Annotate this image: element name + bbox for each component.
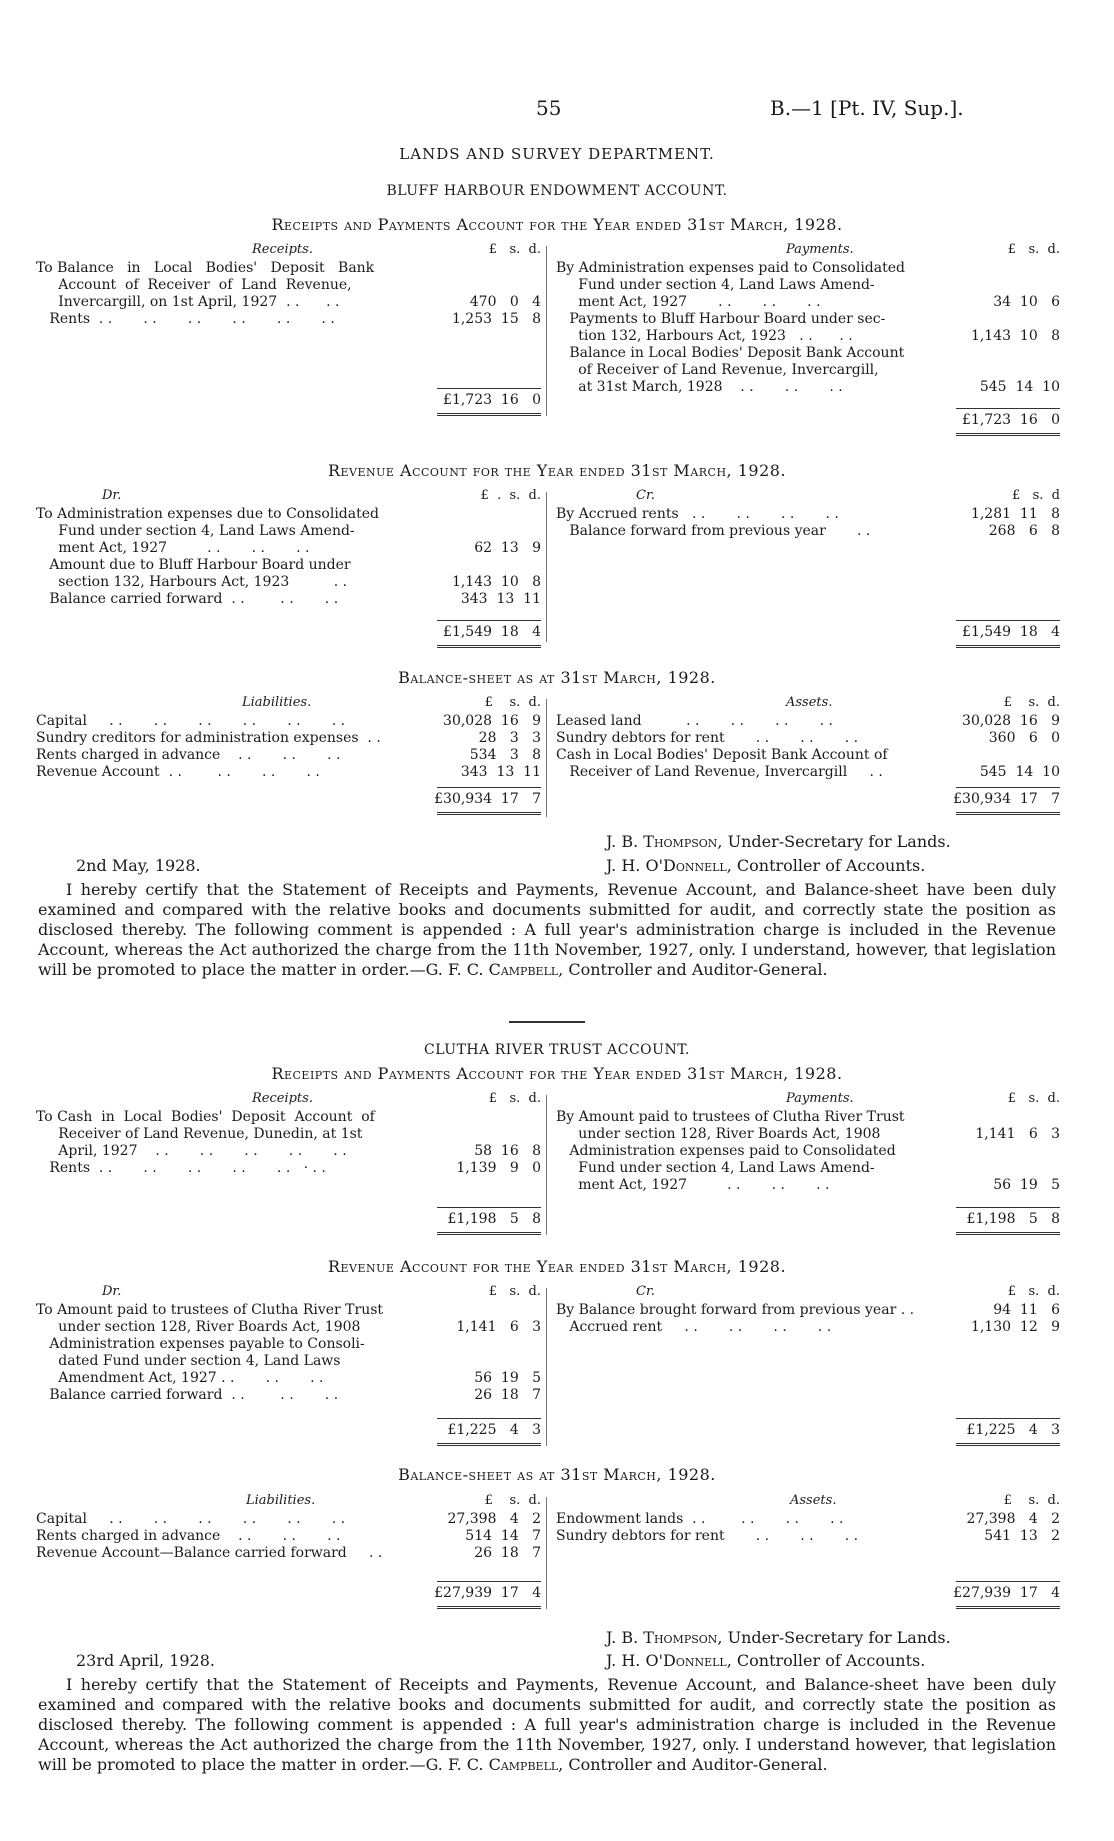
total-line bbox=[956, 620, 1060, 641]
row-description: Administration expenses payable to Consoli- bbox=[36, 1336, 365, 1352]
section-divider bbox=[509, 1021, 585, 1023]
ledger-row bbox=[556, 1511, 1060, 1528]
row-description: ment Act, 1927 . . . . . . bbox=[556, 1177, 830, 1193]
row-description: Balance carried forward . . . . . . bbox=[36, 591, 339, 607]
total-amount: £1,225 4 3 bbox=[966, 1422, 1060, 1438]
column-heading: Liabilities. bbox=[246, 1493, 316, 1508]
row-description: Rents charged in advance . . . . . . bbox=[36, 1528, 341, 1544]
row-description: To Amount paid to trustees of Clutha River Trust bbox=[36, 1302, 384, 1318]
ledger-row bbox=[556, 294, 1060, 311]
row-amount: 27,398 4 2 bbox=[966, 1511, 1060, 1527]
row-description: under section 128, River Boards Act, 1908 bbox=[36, 1319, 361, 1335]
total-line bbox=[953, 1581, 1060, 1602]
signature-under-secretary bbox=[606, 1628, 951, 1647]
total-amount: £1,723 16 0 bbox=[443, 392, 541, 408]
ledger-row bbox=[556, 379, 1060, 396]
column-divider bbox=[546, 1095, 547, 1235]
ledger-row bbox=[36, 1370, 541, 1387]
currency-heading: £ s. d. bbox=[1003, 695, 1060, 710]
row-description: Cash in Local Bodies' Deposit Bank Account of bbox=[556, 747, 888, 763]
bluff-audit-certificate bbox=[38, 880, 1056, 980]
bluff-balance-sheet bbox=[36, 695, 1060, 835]
ledger-row bbox=[556, 345, 1060, 362]
row-description: Balance forward from previous year . . bbox=[556, 523, 871, 539]
ledger-row bbox=[556, 713, 1060, 730]
row-amount: 1,130 12 9 bbox=[970, 1319, 1060, 1335]
bluff-receipts-payments bbox=[36, 242, 1060, 432]
column-heading: Payments. bbox=[786, 1091, 854, 1106]
column-heading: Cr. bbox=[636, 488, 655, 503]
row-amount: 343 13 11 bbox=[460, 764, 541, 780]
row-description: ment Act, 1927 . . . . . . bbox=[36, 540, 310, 556]
total-amount: £30,934 17 7 bbox=[953, 791, 1060, 807]
row-amount: 470 0 4 bbox=[469, 294, 541, 310]
column-heading: Receipts. bbox=[252, 242, 313, 257]
row-description: Sundry creditors for administration expenses . . bbox=[36, 730, 381, 746]
row-amount: 26 18 7 bbox=[474, 1387, 541, 1403]
row-amount: 26 18 7 bbox=[474, 1545, 541, 1561]
ledger-row bbox=[36, 1353, 541, 1370]
total-line bbox=[437, 1207, 541, 1228]
row-description: Receiver of Land Revenue, Invercargill . . bbox=[556, 764, 883, 780]
ledger-row bbox=[556, 1143, 1060, 1160]
row-description: Rents . . . . . . . . . . · . . bbox=[36, 1160, 326, 1176]
row-description: April, 1927 . . . . . . . . . . bbox=[36, 1143, 347, 1159]
row-description: To Cash in Local Bodies' Deposit Account of bbox=[36, 1109, 375, 1125]
total-amount: £1,198 5 8 bbox=[447, 1211, 541, 1227]
row-description: under section 128, River Boards Act, 1908 bbox=[556, 1126, 881, 1142]
total-line bbox=[437, 1418, 541, 1439]
column-divider bbox=[546, 246, 547, 416]
row-description: Leased land . . . . . . . . bbox=[556, 713, 833, 729]
total-amount: £1,723 16 0 bbox=[962, 412, 1060, 428]
row-amount: 1,139 9 0 bbox=[456, 1160, 541, 1176]
ledger-row bbox=[36, 1302, 541, 1319]
row-description: Administration expenses paid to Consolidated bbox=[556, 1143, 896, 1159]
certificate-signer: G. F. C. Campbell, bbox=[425, 1755, 564, 1774]
currency-heading: £ s. d. bbox=[1007, 1091, 1060, 1106]
total-line bbox=[437, 388, 541, 409]
total-line bbox=[434, 787, 541, 808]
ledger-row bbox=[36, 730, 541, 747]
ledger-row bbox=[36, 764, 541, 781]
column-divider bbox=[546, 492, 547, 642]
row-amount: 1,143 10 8 bbox=[451, 574, 541, 590]
row-amount: 360 6 0 bbox=[988, 730, 1060, 746]
ledger-row bbox=[556, 328, 1060, 345]
signature-role: Controller of Accounts. bbox=[731, 1651, 926, 1670]
row-description: Sundry debtors for rent . . . . . . bbox=[556, 730, 859, 746]
column-heading: Assets. bbox=[786, 695, 833, 710]
ledger-row bbox=[36, 1545, 541, 1562]
total-amount: £27,939 17 4 bbox=[953, 1585, 1060, 1601]
row-description: at 31st March, 1928 . . . . . . bbox=[556, 379, 843, 395]
row-description: Fund under section 4, Land Laws Amend- bbox=[556, 277, 875, 293]
row-amount: 56 19 5 bbox=[474, 1370, 541, 1386]
certificate-signer: G. F. C. Campbell, bbox=[425, 960, 564, 979]
ledger-row bbox=[36, 506, 541, 523]
row-description: section 132, Harbours Act, 1923 . . bbox=[36, 574, 348, 590]
ledger-row bbox=[36, 591, 541, 608]
clutha-revenue-account bbox=[36, 1284, 1060, 1454]
row-description: Fund under section 4, Land Laws Amend- bbox=[36, 523, 355, 539]
currency-heading: £ . s. d. bbox=[480, 488, 541, 503]
signature-role: Under-Secretary for Lands. bbox=[722, 1628, 951, 1647]
row-description: To Balance in Local Bodies' Deposit Bank bbox=[36, 260, 375, 276]
row-description: dated Fund under section 4, Land Laws bbox=[36, 1353, 341, 1369]
ledger-row bbox=[36, 1143, 541, 1160]
row-description: Balance carried forward . . . . . . bbox=[36, 1387, 339, 1403]
column-divider bbox=[546, 1497, 547, 1609]
column-heading: Liabilities. bbox=[242, 695, 312, 710]
clutha-rp-heading: Receipts and Payments Account for the Year ended 31st March, 1928. bbox=[271, 1064, 843, 1083]
currency-heading: £ s. d bbox=[1011, 488, 1060, 503]
row-description: Fund under section 4, Land Laws Amend- bbox=[556, 1160, 875, 1176]
row-description: By Accrued rents . . . . . . . . bbox=[556, 506, 839, 522]
row-amount: 343 13 11 bbox=[460, 591, 541, 607]
row-description: Invercargill, on 1st April, 1927 . . . . bbox=[36, 294, 340, 310]
row-amount: 541 13 2 bbox=[984, 1528, 1060, 1544]
row-amount: 1,143 10 8 bbox=[970, 328, 1060, 344]
row-description: tion 132, Harbours Act, 1923 . . . . bbox=[556, 328, 853, 344]
ledger-row bbox=[36, 713, 541, 730]
row-description: Capital . . . . . . . . . . . . bbox=[36, 713, 346, 729]
ledger-row bbox=[36, 1319, 541, 1336]
certificate-body: I hereby certify that the Statement of Receipts and Payments, Revenue Account, and Balance-sheet have been duly examined and compared with the relative books and documents submitted for audit, and correctly state the position as disclosed thereby. The following comment is appended : A full year's administration charge is included in the Revenue Account, whereas the Act authorized the charge from the 11th November, 1927, only. I understand however, that legislation will be promoted to place the matter in order.— bbox=[38, 1675, 1056, 1774]
bluff-date: 2nd May, 1928. bbox=[76, 856, 201, 875]
ledger-row bbox=[556, 1319, 1060, 1336]
page-number: 55 bbox=[536, 96, 562, 120]
column-heading: Dr. bbox=[102, 1284, 122, 1299]
ledger-row bbox=[36, 1528, 541, 1545]
ledger-row bbox=[556, 506, 1060, 523]
clutha-balance-heading: Balance-sheet as at 31st March, 1928. bbox=[398, 1465, 716, 1484]
total-amount: £1,225 4 3 bbox=[447, 1422, 541, 1438]
ledger-row bbox=[556, 1528, 1060, 1545]
ledger-row bbox=[36, 1126, 541, 1143]
certificate-tail: Controller and Auditor-General. bbox=[563, 1755, 828, 1774]
row-amount: 34 10 6 bbox=[993, 294, 1060, 310]
row-description: of Receiver of Land Revenue, Invercargill, bbox=[556, 362, 879, 378]
clutha-account-title: CLUTHA RIVER TRUST ACCOUNT. bbox=[424, 1042, 690, 1058]
ledger-row bbox=[556, 1160, 1060, 1177]
signature-controller bbox=[606, 856, 925, 875]
row-description: Revenue Account—Balance carried forward . . bbox=[36, 1545, 383, 1561]
signature-name: J. B. Thompson, bbox=[606, 1628, 723, 1647]
row-description: By Balance brought forward from previous year . . bbox=[556, 1302, 915, 1318]
currency-heading: £ s. d. bbox=[1007, 242, 1060, 257]
ledger-row bbox=[36, 1387, 541, 1404]
row-amount: 545 14 10 bbox=[979, 764, 1060, 780]
clutha-date: 23rd April, 1928. bbox=[76, 1651, 215, 1670]
row-description: Amount due to Bluff Harbour Board under bbox=[36, 557, 351, 573]
ledger-row bbox=[36, 557, 541, 574]
ledger-row bbox=[36, 311, 541, 328]
ledger-row bbox=[556, 747, 1060, 764]
signature-name: J. H. O'Donnell, bbox=[606, 1651, 732, 1670]
ledger-row bbox=[36, 523, 541, 540]
clutha-revenue-heading: Revenue Account for the Year ended 31st March, 1928. bbox=[327, 1257, 787, 1276]
signature-role: Controller of Accounts. bbox=[731, 856, 926, 875]
row-amount: 30,028 16 9 bbox=[962, 713, 1060, 729]
ledger-row bbox=[36, 1511, 541, 1528]
signature-under-secretary bbox=[606, 832, 951, 851]
row-description: Revenue Account . . . . . . . . bbox=[36, 764, 320, 780]
clutha-balance-sheet bbox=[36, 1493, 1060, 1623]
ledger-row bbox=[556, 730, 1060, 747]
total-line bbox=[956, 408, 1060, 429]
row-description: Accrued rent . . . . . . . . bbox=[556, 1319, 832, 1335]
ledger-row bbox=[556, 523, 1060, 540]
ledger-row bbox=[36, 574, 541, 591]
row-amount: 1,141 6 3 bbox=[975, 1126, 1060, 1142]
row-description: Account of Receiver of Land Revenue, bbox=[36, 277, 352, 293]
row-amount: 534 3 8 bbox=[469, 747, 541, 763]
row-description: Payments to Bluff Harbour Board under sec- bbox=[556, 311, 886, 327]
row-amount: 28 3 3 bbox=[478, 730, 541, 746]
row-amount: 56 19 5 bbox=[993, 1177, 1060, 1193]
document-reference: B.—1 [Pt. IV, Sup.]. bbox=[770, 96, 964, 120]
certificate-body: I hereby certify that the Statement of Receipts and Payments, Revenue Account, and Balance-sheet have been duly examined and compared with the relative books and documents submitted for audit, and correctly state the position as disclosed thereby. The following comment is appended : A full year's administration charge is included in the Revenue Account, whereas the Act authorized the charge from the 11th November, 1927, only. I understand, however, that legislation will be promoted to place the matter in order.— bbox=[38, 880, 1056, 979]
ledger-row bbox=[36, 1160, 541, 1177]
column-heading: Receipts. bbox=[252, 1091, 313, 1106]
clutha-receipts-payments bbox=[36, 1091, 1060, 1251]
row-description: Rents charged in advance . . . . . . bbox=[36, 747, 341, 763]
total-amount: £1,549 18 4 bbox=[962, 624, 1060, 640]
column-heading: Dr. bbox=[102, 488, 122, 503]
ledger-row bbox=[36, 277, 541, 294]
row-amount: 268 6 8 bbox=[988, 523, 1060, 539]
bluff-revenue-account bbox=[36, 488, 1060, 658]
row-amount: 30,028 16 9 bbox=[443, 713, 541, 729]
column-divider bbox=[546, 1288, 547, 1446]
row-amount: 1,281 11 8 bbox=[970, 506, 1060, 522]
currency-heading: £ s. d. bbox=[488, 1091, 541, 1106]
row-description: ment Act, 1927 . . . . . . bbox=[556, 294, 821, 310]
ledger-row bbox=[556, 1126, 1060, 1143]
signature-name: J. H. O'Donnell, bbox=[606, 856, 732, 875]
currency-heading: £ s. d. bbox=[488, 1284, 541, 1299]
row-amount: 94 11 6 bbox=[993, 1302, 1060, 1318]
total-amount: £1,198 5 8 bbox=[966, 1211, 1060, 1227]
ledger-row bbox=[556, 1177, 1060, 1194]
row-description: Amendment Act, 1927 . . . . . . bbox=[36, 1370, 324, 1386]
column-heading: Cr. bbox=[636, 1284, 655, 1299]
signature-controller bbox=[606, 1651, 925, 1670]
ledger-row bbox=[556, 260, 1060, 277]
column-divider bbox=[546, 699, 547, 817]
total-amount: £1,549 18 4 bbox=[443, 624, 541, 640]
total-amount: £30,934 17 7 bbox=[434, 791, 541, 807]
ledger-row bbox=[556, 362, 1060, 379]
total-line bbox=[434, 1581, 541, 1602]
row-description: By Administration expenses paid to Consolidated bbox=[556, 260, 905, 276]
row-description: Endowment lands . . . . . . . . bbox=[556, 1511, 844, 1527]
row-description: Sundry debtors for rent . . . . . . bbox=[556, 1528, 859, 1544]
row-description: Capital . . . . . . . . . . . . bbox=[36, 1511, 346, 1527]
row-amount: 514 14 7 bbox=[465, 1528, 541, 1544]
ledger-row bbox=[556, 311, 1060, 328]
currency-heading: £ s. d. bbox=[1007, 1284, 1060, 1299]
currency-heading: £ s. d. bbox=[488, 242, 541, 257]
certificate-tail: Controller and Auditor-General. bbox=[563, 960, 828, 979]
column-heading: Assets. bbox=[790, 1493, 837, 1508]
ledger-row bbox=[36, 1336, 541, 1353]
bluff-balance-heading: Balance-sheet as at 31st March, 1928. bbox=[398, 668, 716, 687]
currency-heading: £ s. d. bbox=[1003, 1493, 1060, 1508]
row-description: Rents . . . . . . . . . . . . bbox=[36, 311, 335, 327]
row-description: Receiver of Land Revenue, Dunedin, at 1st bbox=[36, 1126, 363, 1142]
bluff-revenue-heading: Revenue Account for the Year ended 31st March, 1928. bbox=[327, 461, 787, 480]
row-amount: 27,398 4 2 bbox=[447, 1511, 541, 1527]
ledger-row bbox=[556, 277, 1060, 294]
ledger-row bbox=[36, 1109, 541, 1126]
ledger-row bbox=[36, 294, 541, 311]
column-heading: Payments. bbox=[786, 242, 854, 257]
total-line bbox=[956, 1207, 1060, 1228]
total-line bbox=[956, 1418, 1060, 1439]
row-amount: 545 14 10 bbox=[979, 379, 1060, 395]
total-amount: £27,939 17 4 bbox=[434, 1585, 541, 1601]
total-line bbox=[953, 787, 1060, 808]
row-description: Balance in Local Bodies' Deposit Bank Account bbox=[556, 345, 905, 361]
department-title: LANDS AND SURVEY DEPARTMENT. bbox=[399, 145, 715, 163]
bluff-account-title: BLUFF HARBOUR ENDOWMENT ACCOUNT. bbox=[386, 183, 728, 199]
row-amount: 62 13 9 bbox=[474, 540, 541, 556]
bluff-rp-heading: Receipts and Payments Account for the Year ended 31st March, 1928. bbox=[271, 215, 843, 234]
row-description: By Amount paid to trustees of Clutha River Trust bbox=[556, 1109, 905, 1125]
ledger-row bbox=[556, 764, 1060, 781]
currency-heading: £ s. d. bbox=[484, 1493, 541, 1508]
ledger-row bbox=[36, 540, 541, 557]
signature-name: J. B. Thompson, bbox=[606, 832, 723, 851]
row-description: To Administration expenses due to Consolidated bbox=[36, 506, 379, 522]
row-amount: 1,141 6 3 bbox=[456, 1319, 541, 1335]
currency-heading: £ s. d. bbox=[484, 695, 541, 710]
signature-role: Under-Secretary for Lands. bbox=[722, 832, 951, 851]
ledger-row bbox=[36, 260, 541, 277]
row-amount: 58 16 8 bbox=[474, 1143, 541, 1159]
clutha-audit-certificate bbox=[38, 1675, 1056, 1775]
row-amount: 1,253 15 8 bbox=[451, 311, 541, 327]
ledger-row bbox=[556, 1109, 1060, 1126]
ledger-row bbox=[36, 747, 541, 764]
ledger-row bbox=[556, 1302, 1060, 1319]
total-line bbox=[437, 620, 541, 641]
